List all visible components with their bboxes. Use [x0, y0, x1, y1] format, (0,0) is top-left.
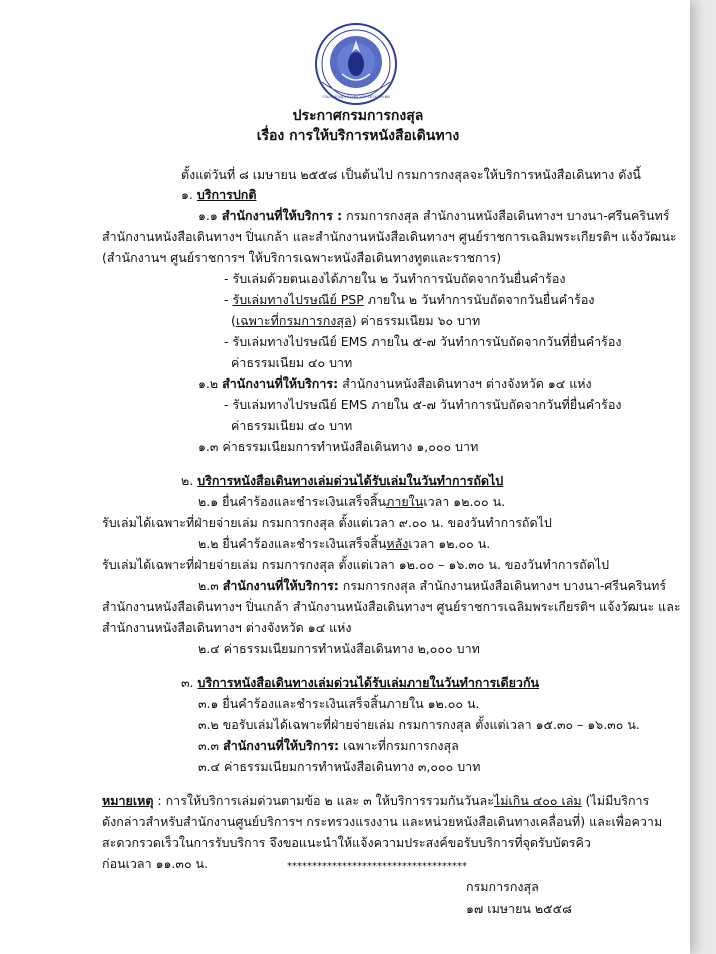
- section-1-heading: ๑. บริการปกติ: [181, 187, 257, 202]
- bullet-psp-mail: - รับเล่มทางไปรษณีย์ PSP ภายใน ๒ วันทำการนับถัดจากวันยื่นคำร้อง: [224, 292, 595, 307]
- item-3-2: ๓.๒ ขอรับเล่มได้เฉพาะที่ฝ่ายจ่ายเล่ม กรมการกงสุล ตั้งแต่เวลา ๑๕.๓๐ – ๑๖.๓๐ น.: [198, 717, 640, 732]
- item-3-4: ๓.๔ ค่าธรรมเนียมการทำหนังสือเดินทาง ๓,๐๐๐ บาท: [198, 759, 481, 774]
- item-1-2-bullet: - รับเล่มทางไปรษณีย์ EMS ภายใน ๕-๗ วันทำการนับถัดจากวันที่ยื่นคำร้อง: [224, 397, 622, 412]
- item-2-4: ๒.๔ ค่าธรรมเนียมการทำหนังสือเดินทาง ๒,๐๐๐ บาท: [198, 641, 480, 656]
- bullet-ems-mail: - รับเล่มทางไปรษณีย์ EMS ภายใน ๕-๗ วันทำการนับถัดจากวันที่ยื่นคำร้อง: [224, 334, 622, 349]
- item-3-3: ๓.๓ สำนักงานที่ให้บริการ: เฉพาะที่กรมการกงสุล: [198, 738, 459, 753]
- svg-text:กรมการกงสุล กระทรวงการต่างประเ: กรมการกงสุล กระทรวงการต่างประเทศ: [322, 94, 390, 99]
- bullet-psp-mail-line2: (เฉพาะที่กรมการกงสุล) ค่าธรรมเนียม ๖๐ บาท: [231, 313, 481, 328]
- section-3-heading: ๓. บริการหนังสือเดินทางเล่มด่วนได้รับเล่มภายในวันทำการเดียวกัน: [181, 675, 540, 690]
- item-2-3: ๒.๓ สำนักงานที่ให้บริการ: กรมการกงสุล สำนักงานหนังสือเดินทางฯ บางนา-ศรีนครินทร์: [198, 578, 667, 593]
- remark-line1: หมายเหตุ : การให้บริการเล่มด่วนตามข้อ ๒ และ ๓ ให้บริการรวมกันวันละไม่เกิน ๔๐๐ เล่ม (ไม่มีบริการ: [102, 793, 650, 808]
- announcement-title: ประกาศกรมการกงสุล: [292, 108, 424, 124]
- item-1-2: ๑.๒ สำนักงานที่ให้บริการ: สำนักงานหนังสือเดินทางฯ ต่างจังหวัด ๑๔ แห่ง: [198, 376, 592, 391]
- consular-department-seal-icon: [314, 22, 398, 106]
- item-1-1-line3: (สำนักงานฯ ศูนย์ราชการฯ ให้บริการเฉพาะหนังสือเดินทางทูตและราชการ): [102, 250, 502, 265]
- remark-line2: ดังกล่าวสำหรับสำนักงานศูนย์บริการฯ กระทรวงแรงงาน และหน่วยหนังสือเดินทางเคลื่อนที่) และเพื่อความ: [102, 814, 663, 829]
- remark-label: หมายเหตุ: [102, 793, 154, 808]
- item-1-2-fee: ค่าธรรมเนียม ๔๐ บาท: [231, 418, 353, 433]
- item-3-1: ๓.๑ ยื่นคำร้องและชำระเงินเสร็จสิ้นภายใน ๑๒.๐๐ น.: [198, 696, 480, 711]
- item-2-3-line3: สำนักงานหนังสือเดินทางฯ ต่างจังหวัด ๑๔ แห่ง: [102, 620, 352, 635]
- signature-org: กรมการกงสุล: [466, 879, 539, 894]
- section-2-heading: ๒. บริการหนังสือเดินทางเล่มด่วนได้รับเล่มในวันทำการถัดไป: [181, 473, 504, 488]
- item-2-3-line2: สำนักงานหนังสือเดินทางฯ ปิ่นเกล้า สำนักงานหนังสือเดินทางฯ ศูนย์ราชการเฉลิมพระเกียรติฯ แจ้งวัฒนะ และ: [102, 599, 681, 614]
- remark-line3: สะดวกรวดเร็วในการรับบริการ จึงขอแนะนำให้แจ้งความประสงค์ขอรับบริการที่จุดรับบัตรคิว: [102, 835, 591, 850]
- intro-text: ตั้งแต่วันที่ ๘ เมษายน ๒๕๕๘ เป็นต้นไป กรมการกงสุลจะให้บริการหนังสือเดินทาง ดังนี้: [181, 167, 641, 182]
- remark-line4: ก่อนเวลา ๑๑.๓๐ น.: [102, 856, 209, 871]
- item-1-3: ๑.๓ ค่าธรรมเนียมการทำหนังสือเดินทาง ๑,๐๐๐ บาท: [198, 439, 479, 454]
- item-2-1: ๒.๑ ยื่นคำร้องและชำระเงินเสร็จสิ้นภายในเวลา ๑๒.๐๐ น.: [198, 494, 506, 509]
- announcement-subject: เรื่อง การให้บริการหนังสือเดินทาง: [256, 128, 460, 144]
- item-2-2: ๒.๒ ยื่นคำร้องและชำระเงินเสร็จสิ้นหลังเวลา ๑๒.๐๐ น.: [198, 536, 491, 551]
- bullet-self-pickup: - รับเล่มด้วยตนเองได้ภายใน ๒ วันทำการนับถัดจากวันยื่นคำร้อง: [224, 271, 566, 286]
- item-1-1-line2: สำนักงานหนังสือเดินทางฯ ปิ่นเกล้า และสำนักงานหนังสือเดินทางฯ ศูนย์ราชการเฉลิมพระเกียรติฯ แจ้งวัฒนะ: [102, 229, 677, 244]
- item-2-2-line2: รับเล่มได้เฉพาะที่ฝ่ายจ่ายเล่ม กรมการกงสุล ตั้งแต่เวลา ๑๒.๐๐ – ๑๖.๓๐ น. ของวันทำการถัดไป: [102, 557, 610, 572]
- item-2-1-line2: รับเล่มได้เฉพาะที่ฝ่ายจ่ายเล่ม กรมการกงสุล ตั้งแต่เวลา ๙.๐๐ น. ของวันทำการถัดไป: [102, 515, 552, 530]
- bullet-ems-mail-fee: ค่าธรรมเนียม ๔๐ บาท: [231, 355, 353, 370]
- signature-date: ๑๗ เมษายน ๒๕๕๘: [466, 901, 572, 916]
- separator-stars: ************************************: [287, 861, 467, 872]
- item-1-1: ๑.๑ สำนักงานที่ให้บริการ : กรมการกงสุล สำนักงานหนังสือเดินทางฯ บางนา-ศรีนครินทร์: [198, 208, 670, 223]
